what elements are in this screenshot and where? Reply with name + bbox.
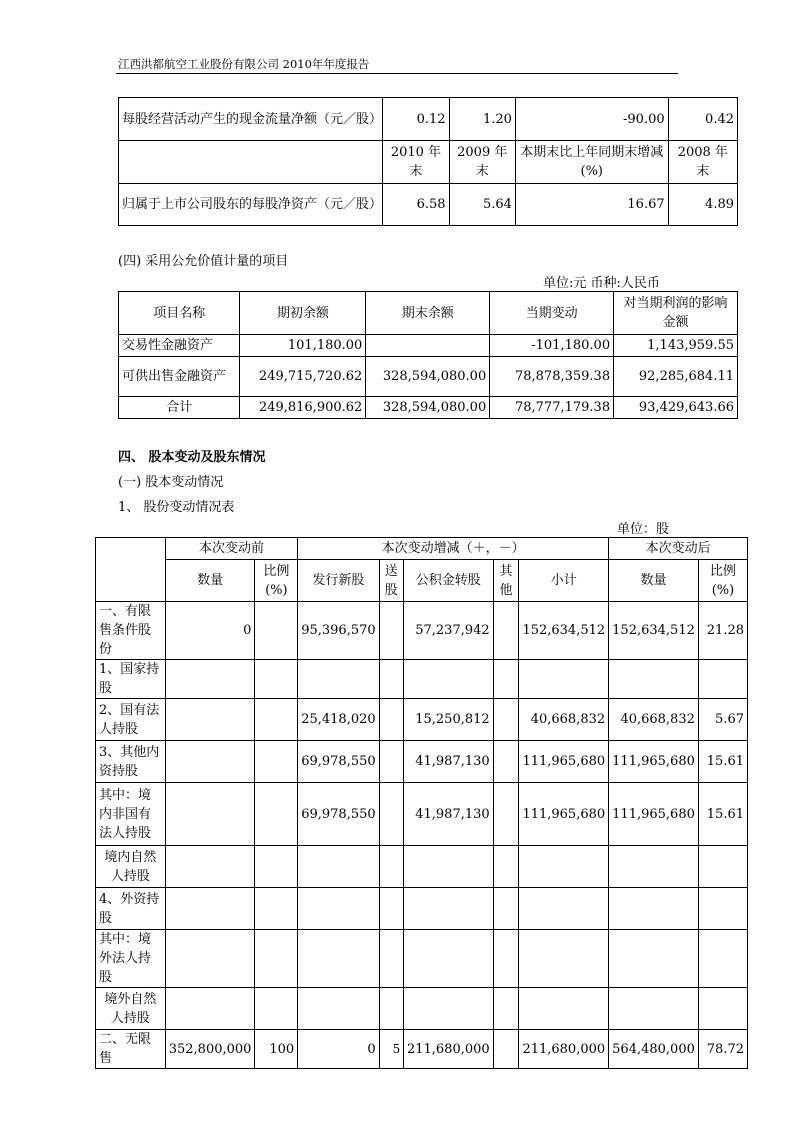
cell-value: 352,800,000: [165, 1030, 255, 1069]
cell-value: [403, 988, 493, 1030]
cell-value: [165, 846, 255, 888]
cell-value: [255, 783, 298, 846]
group-header: 本次变动后: [609, 538, 748, 560]
column-header: 2008 年末: [668, 141, 737, 184]
cell-value: 0: [298, 1030, 379, 1069]
table-row: [96, 846, 748, 888]
cell-value: [493, 988, 519, 1030]
cell-value: [298, 660, 379, 699]
cell-value: [519, 846, 609, 888]
share-change-table: [95, 537, 748, 1069]
cell-value: 15.61: [698, 783, 747, 846]
column-header: 期末余额: [366, 292, 490, 335]
cell-value: [255, 930, 298, 988]
cell-value: [379, 783, 403, 846]
cell-value: [403, 846, 493, 888]
cell-value: [493, 888, 519, 930]
section-title: 四、 股本变动及股东情况: [118, 450, 266, 465]
report-header: 江西洪都航空工业股份有限公司 2010年年度报告: [118, 57, 370, 71]
page-number: 5: [392, 1042, 401, 1056]
table-row: [119, 357, 738, 397]
table-header-row: [119, 292, 738, 335]
row-label: 交易性金融资产: [119, 335, 240, 357]
cell-value: 5.64: [449, 184, 515, 226]
cell-value: [493, 846, 519, 888]
group-header: 本次变动前: [165, 538, 297, 560]
cell-value: 1.20: [449, 98, 515, 141]
cell-value: 249,816,900.62: [240, 397, 366, 419]
unit-label: 单位：股: [617, 522, 670, 537]
cell-value: 15.61: [698, 741, 747, 783]
cell-value: [379, 888, 403, 930]
cell-value: 40,668,832: [519, 699, 609, 741]
cell-value: 95,396,570: [298, 602, 379, 660]
table-header-row: [96, 560, 748, 602]
cell-value: [519, 660, 609, 699]
cell-value: [493, 602, 519, 660]
table-row: [119, 335, 738, 357]
cell-value: 41,987,130: [403, 783, 493, 846]
table-row: [96, 930, 748, 988]
blank-cell: [119, 141, 383, 184]
cell-value: 328,594,080.00: [366, 397, 490, 419]
cell-value: 211,680,000: [403, 1030, 493, 1069]
column-header: 项目名称: [119, 292, 240, 335]
table-row: [96, 660, 748, 699]
cell-value: 69,978,550: [298, 783, 379, 846]
blank-cell: [96, 538, 166, 602]
unit-currency-label: 单位:元 币种:人民币: [543, 276, 660, 291]
cell-value: [403, 930, 493, 988]
cell-value: [609, 888, 699, 930]
cell-value: [165, 699, 255, 741]
cell-value: [609, 988, 699, 1030]
cell-value: 78.72: [698, 1030, 747, 1069]
cell-value: 4.89: [668, 184, 737, 226]
table-row: [96, 988, 748, 1030]
subsection-item-title: 1、 股份变动情况表: [118, 500, 235, 515]
cell-value: [493, 930, 519, 988]
cell-value: 6.58: [383, 184, 449, 226]
column-header: 小计: [519, 560, 609, 602]
cell-value: [165, 930, 255, 988]
cell-value: 152,634,512: [519, 602, 609, 660]
cell-value: [609, 930, 699, 988]
cell-value: [379, 699, 403, 741]
cell-value: 1,143,959.55: [614, 335, 738, 357]
row-label: 归属于上市公司股东的每股净资产（元／股）: [119, 184, 383, 226]
cell-value: 5.67: [698, 699, 747, 741]
cell-value: 0: [165, 602, 255, 660]
subsection-title: (一) 股本变动情况: [118, 475, 224, 490]
cell-value: 111,965,680: [609, 741, 699, 783]
cell-value: 211,680,000: [519, 1030, 609, 1069]
cell-value: [255, 699, 298, 741]
cell-value: 101,180.00: [240, 335, 366, 357]
fair-value-subtitle: (四) 采用公允价值计量的项目: [118, 254, 289, 269]
column-header: 当期变动: [490, 292, 614, 335]
cell-value: [298, 988, 379, 1030]
row-label: 二、无限售: [96, 1030, 166, 1069]
cell-value: [379, 988, 403, 1030]
column-header: 数量: [165, 560, 255, 602]
cell-value: [165, 741, 255, 783]
column-header: 发行新股: [298, 560, 379, 602]
row-label: 合计: [119, 397, 240, 419]
cell-value: [165, 888, 255, 930]
cell-value: [255, 846, 298, 888]
cell-value: [403, 660, 493, 699]
table-row: [96, 741, 748, 783]
cell-value: 249,715,720.62: [240, 357, 366, 397]
table-row: [96, 888, 748, 930]
group-header: 本次变动增减（＋，－）: [298, 538, 609, 560]
cell-value: [165, 783, 255, 846]
row-label: 3、其他内资持股: [96, 741, 166, 783]
cell-value: [379, 846, 403, 888]
table-header-row: [119, 141, 738, 184]
cell-value: 78,777,179.38: [490, 397, 614, 419]
table-row: [119, 98, 738, 141]
row-label: 2、国有法人持股: [96, 699, 166, 741]
cell-value: 0.42: [668, 98, 737, 141]
column-header: 比例(%): [255, 560, 298, 602]
cell-value: 41,987,130: [403, 741, 493, 783]
cell-value: 92,285,684.11: [614, 357, 738, 397]
cell-value: [403, 888, 493, 930]
column-header: 对当期利润的影响金额: [614, 292, 738, 335]
cell-value: [379, 660, 403, 699]
cell-value: 78,878,359.38: [490, 357, 614, 397]
cell-value: [698, 660, 747, 699]
row-label: 其中：境内非国有法人持股: [96, 783, 166, 846]
column-header: 送股: [379, 560, 403, 602]
cell-value: [519, 888, 609, 930]
cell-value: 111,965,680: [609, 783, 699, 846]
cell-value: 25,418,020: [298, 699, 379, 741]
table-row: [119, 397, 738, 419]
cell-value: [609, 660, 699, 699]
cell-value: 0.12: [383, 98, 449, 141]
cell-value: 100: [255, 1030, 298, 1069]
column-header: 其他: [493, 560, 519, 602]
cell-value: [698, 846, 747, 888]
cell-value: [493, 660, 519, 699]
column-header: 比例(%): [698, 560, 747, 602]
cell-value: 93,429,643.66: [614, 397, 738, 419]
row-label: 一、有限售条件股份: [96, 602, 166, 660]
cell-value: [519, 988, 609, 1030]
cell-value: -90.00: [515, 98, 668, 141]
cell-value: [698, 988, 747, 1030]
column-header: 公积金转股: [403, 560, 493, 602]
column-header: 数量: [609, 560, 699, 602]
cell-value: [379, 930, 403, 988]
cell-value: [165, 660, 255, 699]
cell-value: [255, 741, 298, 783]
cell-value: [379, 602, 403, 660]
cell-value: [698, 888, 747, 930]
cell-value: 16.67: [515, 184, 668, 226]
cell-value: 111,965,680: [519, 783, 609, 846]
column-header: 期初余额: [240, 292, 366, 335]
cell-value: 57,237,942: [403, 602, 493, 660]
cell-value: [366, 335, 490, 357]
cell-value: [255, 660, 298, 699]
cell-value: [379, 741, 403, 783]
cell-value: 111,965,680: [519, 741, 609, 783]
cell-value: [493, 741, 519, 783]
cell-value: 40,668,832: [609, 699, 699, 741]
cell-value: [298, 930, 379, 988]
row-label: 其中：境外法人持股: [96, 930, 166, 988]
table-group-header-row: [96, 538, 748, 560]
table-row: [96, 783, 748, 846]
table-row: [96, 602, 748, 660]
cell-value: [165, 988, 255, 1030]
cell-value: 328,594,080.00: [366, 357, 490, 397]
column-header: 2010 年末: [383, 141, 449, 184]
fair-value-table: [118, 291, 738, 419]
cell-value: -101,180.00: [490, 335, 614, 357]
row-label: 1、国家持股: [96, 660, 166, 699]
column-header: 本期末比上年同期末增减(%): [515, 141, 668, 184]
cell-value: 69,978,550: [298, 741, 379, 783]
cell-value: 152,634,512: [609, 602, 699, 660]
cell-value: 21.28: [698, 602, 747, 660]
cell-value: 564,480,000: [609, 1030, 699, 1069]
row-label: 可供出售金融资产: [119, 357, 240, 397]
cell-value: [493, 783, 519, 846]
column-header: 2009 年末: [449, 141, 515, 184]
cell-value: [298, 888, 379, 930]
cell-value: [298, 846, 379, 888]
header-divider: [116, 73, 678, 74]
cell-value: [609, 846, 699, 888]
cell-value: [519, 930, 609, 988]
table-row: [96, 699, 748, 741]
cell-value: [493, 699, 519, 741]
row-label: 境内自然人持股: [96, 846, 166, 888]
cell-value: [255, 888, 298, 930]
per-share-table: [118, 97, 738, 226]
cell-value: [698, 930, 747, 988]
cell-value: 15,250,812: [403, 699, 493, 741]
row-label: 每股经营活动产生的现金流量净额（元／股）: [119, 98, 383, 141]
cell-value: [255, 988, 298, 1030]
row-label: 境外自然人持股: [96, 988, 166, 1030]
table-row: [119, 184, 738, 226]
row-label: 4、外资持股: [96, 888, 166, 930]
cell-value: [255, 602, 298, 660]
